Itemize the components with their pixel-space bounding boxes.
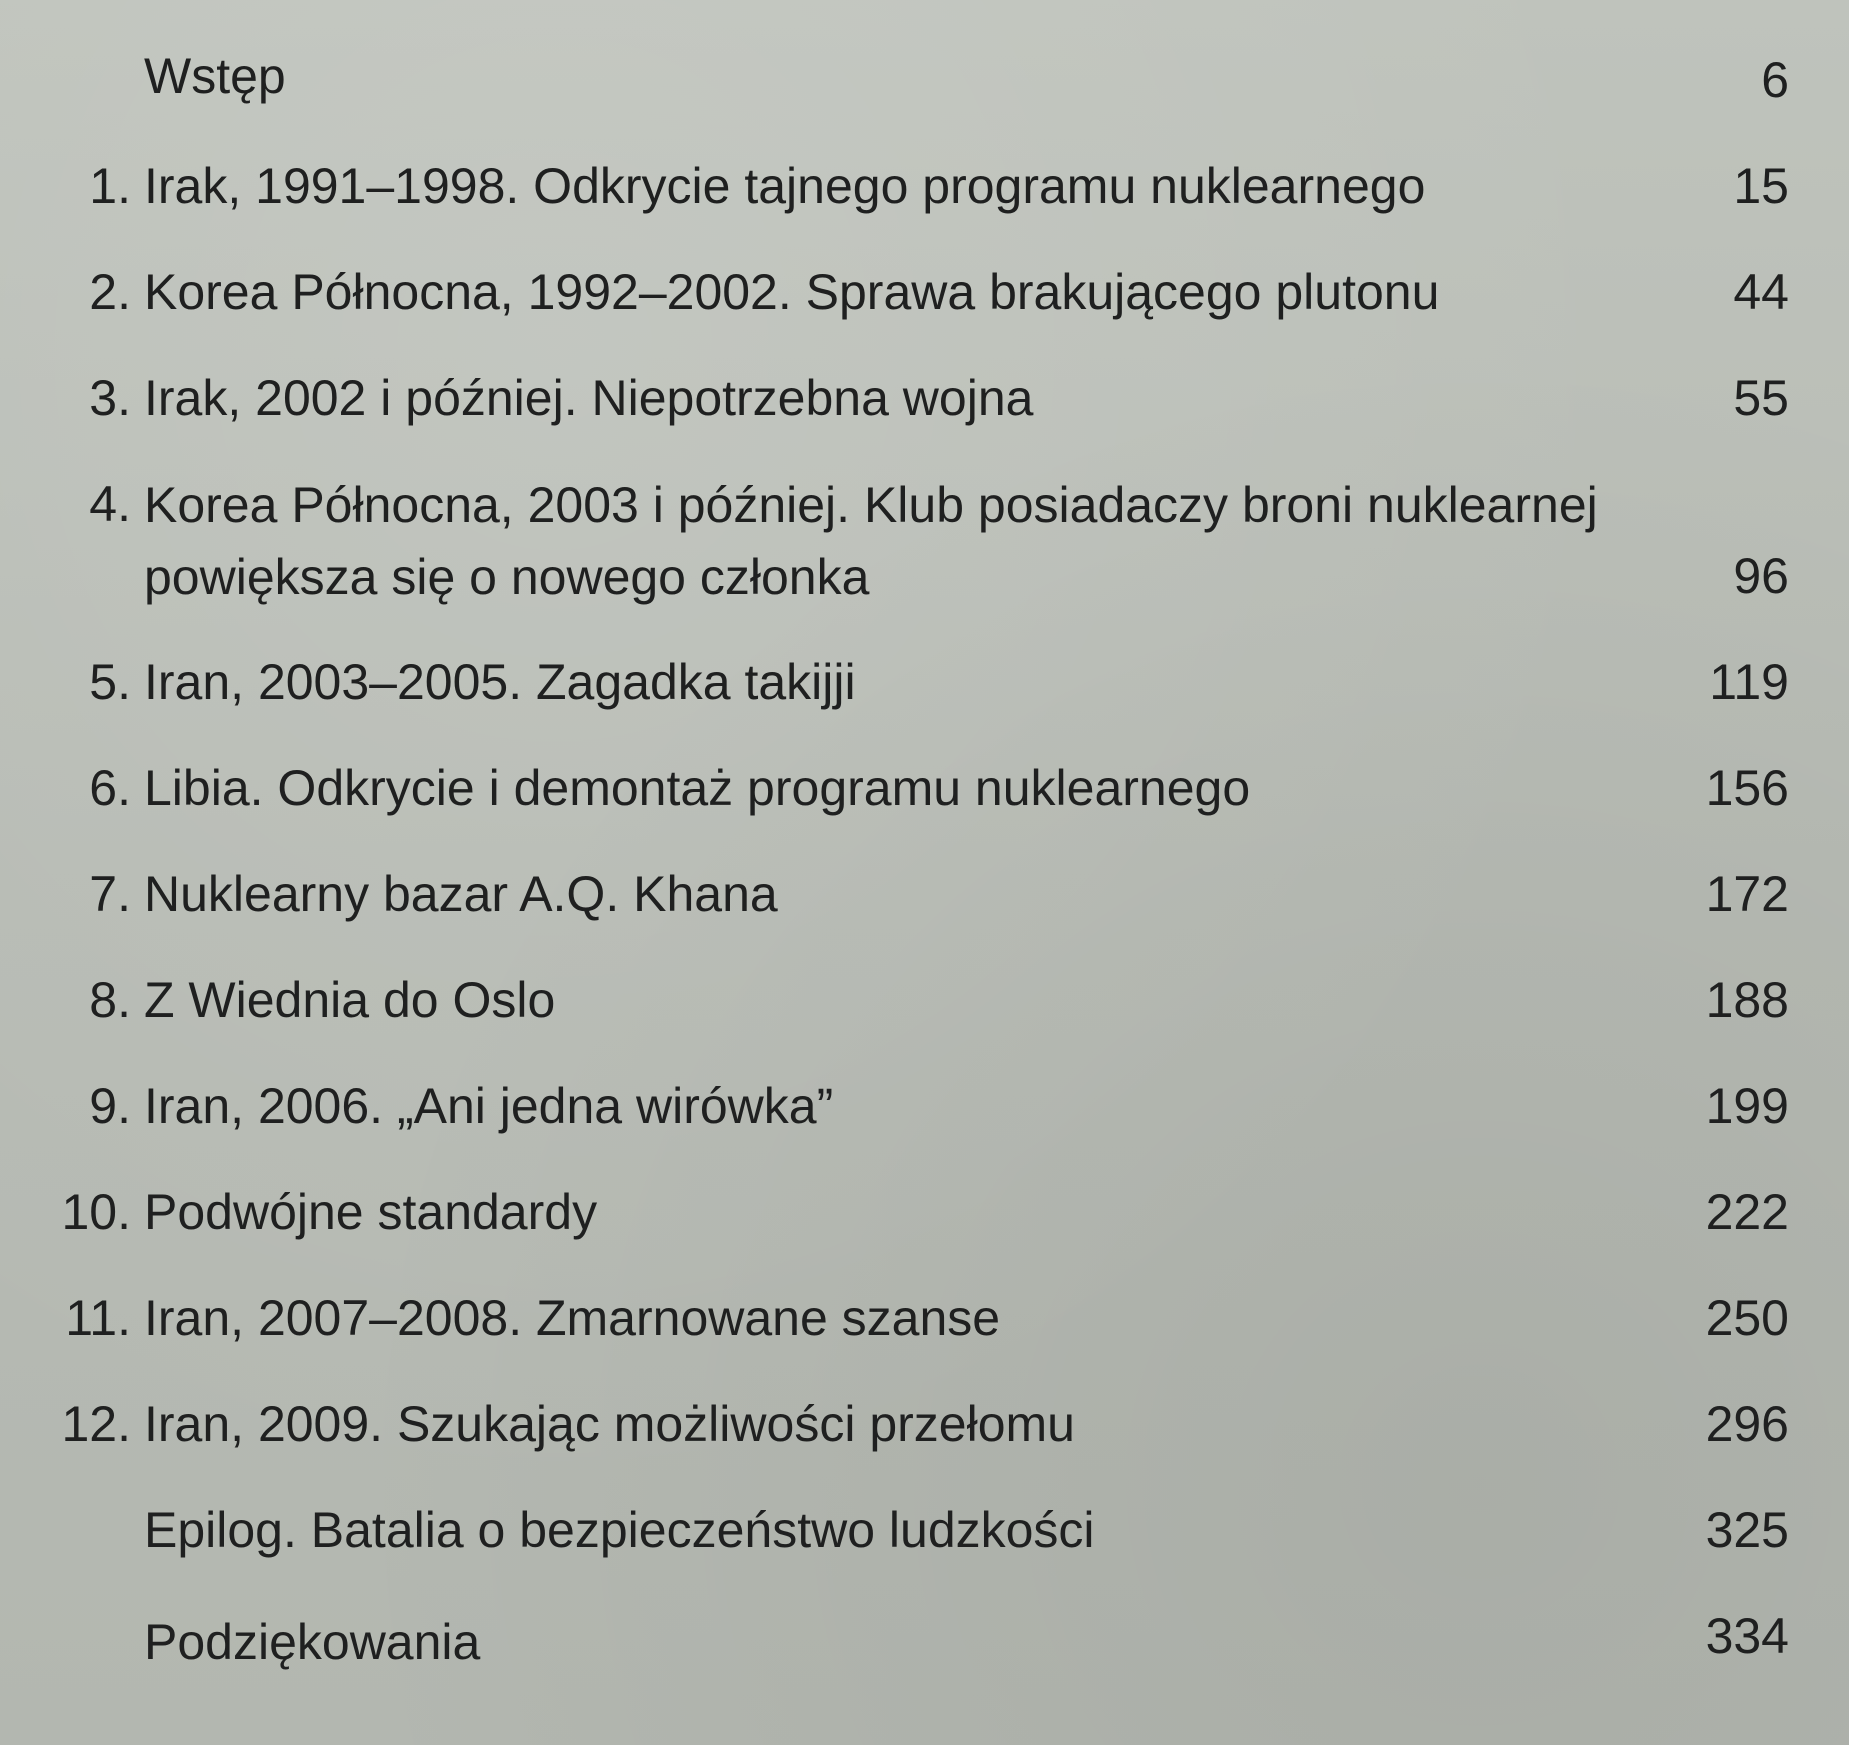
toc-entry-page: 222	[1705, 1184, 1789, 1240]
toc-entry-page: 96	[1733, 548, 1789, 604]
toc-entry-number: 10.	[61, 1184, 131, 1240]
toc-entry-title: Wstęp	[144, 48, 286, 104]
toc-entry-title: Iran, 2006. „Ani jedna wirówka”	[144, 1078, 834, 1134]
toc-entry-page: 55	[1733, 370, 1789, 426]
toc-entry-page: 44	[1733, 264, 1789, 320]
toc-entry-title: Nuklearny bazar A.Q. Khana	[144, 866, 778, 922]
toc-entry-page: 325	[1705, 1502, 1789, 1558]
toc-entry-number: 12.	[61, 1396, 131, 1452]
toc-entry-page: 156	[1705, 760, 1789, 816]
toc-entry-number: 3.	[89, 370, 131, 426]
toc-entry-page: 119	[1709, 654, 1789, 710]
toc-entry-title: Podziękowania	[144, 1614, 481, 1670]
toc-entry-number: 5.	[89, 654, 131, 710]
toc-entry-number: 9.	[89, 1078, 131, 1134]
toc-entry-title: Iran, 2009. Szukając możliwości przełomu	[144, 1396, 1075, 1452]
toc-entry-title: Podwójne standardy	[144, 1184, 598, 1240]
toc-entry-title: Irak, 1991–1998. Odkrycie tajnego programu nuklearnego	[144, 158, 1426, 214]
toc-entry-page: 334	[1705, 1608, 1789, 1664]
toc-entry-title: Iran, 2007–2008. Zmarnowane szanse	[144, 1290, 1001, 1346]
toc-entry-title: Epilog. Batalia o bezpieczeństwo ludzkości	[144, 1502, 1095, 1558]
toc-entry-page: 250	[1705, 1290, 1789, 1346]
toc-entry-page: 15	[1733, 158, 1789, 214]
toc-entry-number: 1.	[89, 158, 131, 214]
toc-entry-page: 199	[1705, 1078, 1789, 1134]
toc-entry-page: 172	[1705, 866, 1789, 922]
toc-entry-number: 7.	[89, 866, 131, 922]
toc-entry-number: 6.	[89, 760, 131, 816]
toc-entry-title: Korea Północna, 1992–2002. Sprawa brakującego plutonu	[144, 264, 1440, 320]
toc-entry-title: Irak, 2002 i później. Niepotrzebna wojna	[144, 370, 1034, 426]
toc-entry-title: Iran, 2003–2005. Zagadka takijji	[144, 654, 856, 710]
toc-entry-page: 188	[1705, 972, 1789, 1028]
toc-entry-title-line-2: powiększa się o nowego członka	[144, 549, 870, 605]
toc-entry-page: 6	[1761, 52, 1789, 108]
toc-entry-number: 4.	[89, 476, 131, 532]
toc-entry-number: 2.	[89, 264, 131, 320]
toc-entry-page: 296	[1705, 1396, 1789, 1452]
toc-entry-number: 11.	[65, 1290, 131, 1346]
toc-entry-title: Z Wiednia do Oslo	[144, 972, 556, 1028]
toc-entry-title-line-1: Korea Północna, 2003 i później. Klub posiadaczy broni nuklearnej	[144, 477, 1598, 533]
toc-entry-title: Libia. Odkrycie i demontaż programu nuklearnego	[144, 760, 1251, 816]
toc-entry-number: 8.	[89, 972, 131, 1028]
